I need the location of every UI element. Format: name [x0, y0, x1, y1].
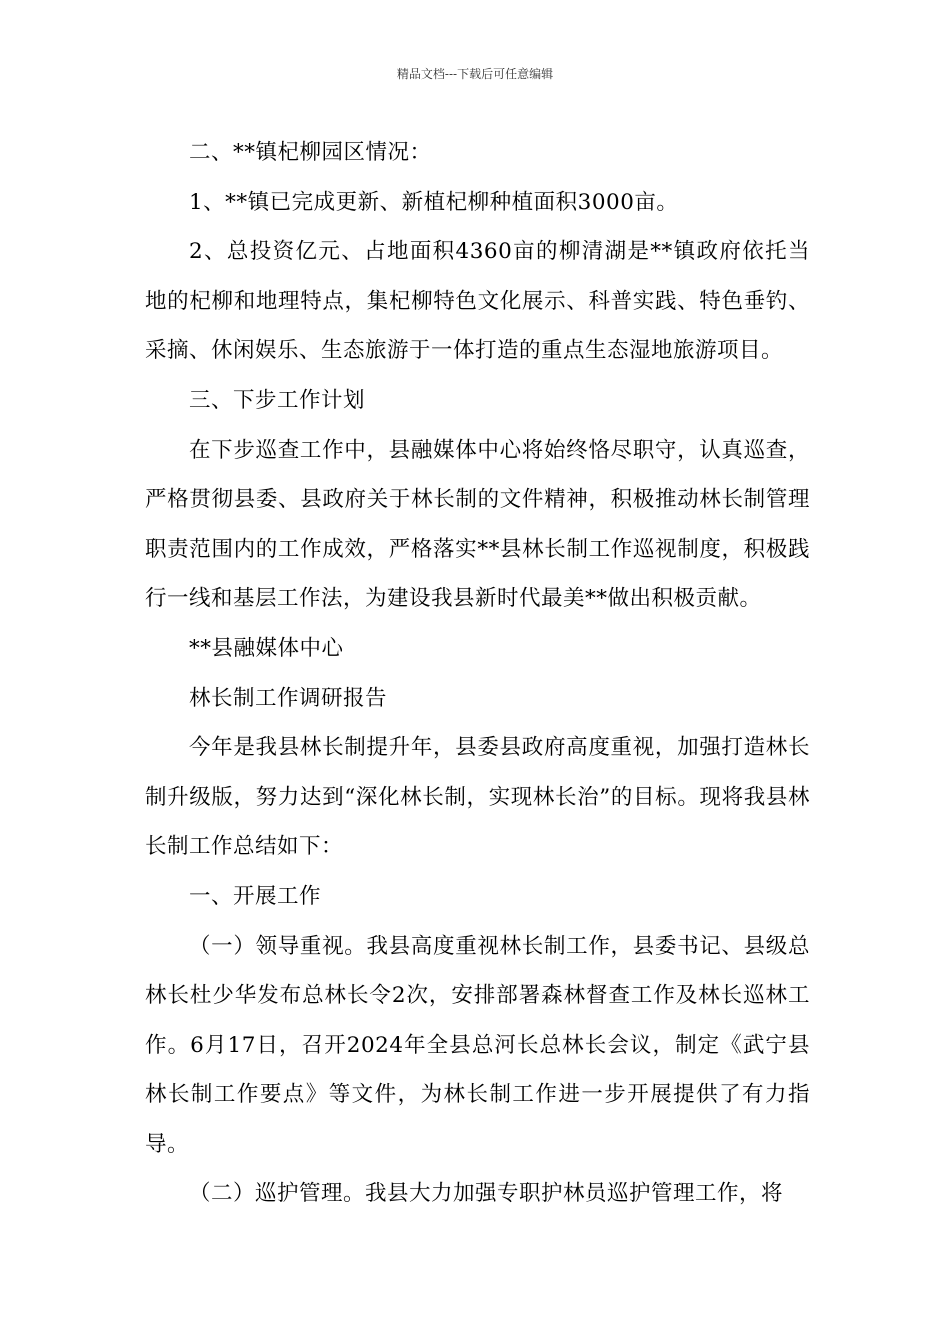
paragraph-patrol: （二）巡护管理。我县大力加强专职护林员巡护管理工作，将 [189, 1181, 784, 1207]
section-heading-next-plan: 三、下步工作计划 [189, 387, 366, 413]
section-heading-work: 一、开展工作 [189, 883, 322, 909]
report-title: 林长制工作调研报告 [189, 685, 388, 711]
paragraph-intro: 今年是我县林长制提升年，县委县政府高度重视，加强打造林长制升级版，努力达到“深化林长制，实现林长治”的目标。现将我县林长制工作总结如下： [145, 735, 810, 860]
document-body [145, 128, 810, 1219]
paragraph-leadership: （一）领导重视。我县高度重视林长制工作，县委书记、县级总林长杜少华发布总林长令2次，安排部署森林督查工作及林长巡林工作。6月17日，召开2024年全县总河长总林长会议，制定《武宁县林长制工作要点》等文件，为林长制工作进一步开展提供了有力指导。 [145, 933, 810, 1157]
paragraph-next-plan: 在下步巡查工作中，县融媒体中心将始终恪尽职守，认真巡查，严格贯彻县委、县政府关于林长制的文件精神，积极推动林长制管理职责范围内的工作成效，严格落实**县林长制工作巡视制度，积极践行一线和基层工作法，为建设我县新时代最美**做出积极贡献。 [145, 437, 810, 612]
section-heading-park: 二、**镇杞柳园区情况： [189, 140, 432, 165]
page-header: 精品文档---下载后可任意编辑 [396, 67, 554, 81]
paragraph-planting-area: 1、**镇已完成更新、新植杞柳种植面积3000亩。 [189, 189, 679, 215]
signature-organization: **县融媒体中心 [189, 635, 344, 661]
paragraph-liuqing-lake: 2、总投资亿元、占地面积4360亩的柳清湖是**镇政府依托当地的杞柳和地理特点，集杞柳特色文化展示、科普实践、特色垂钓、采摘、休闲娱乐、生态旅游于一体打造的重点生态湿地旅游项目。 [145, 239, 810, 364]
